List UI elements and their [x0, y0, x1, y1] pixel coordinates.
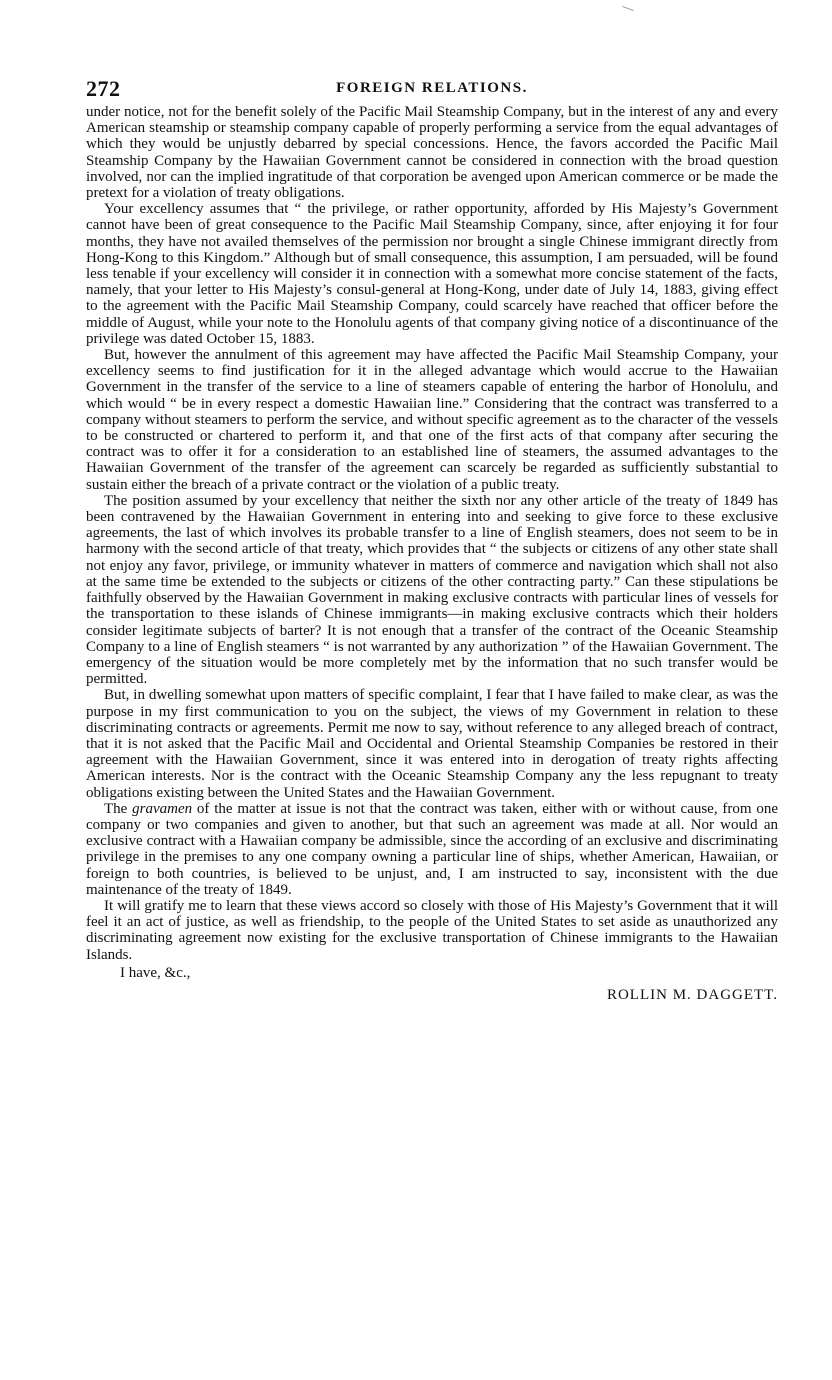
- running-head: [86, 70, 778, 104]
- gravamen-rest: of the matter at issue is not that the contract was taken, either with or without cause, from one company or two companies and given to another, but that such an agreement was made at all. Nor would an exclusive contract with a Hawaiian company be admissible, since the according of an exclusive and discriminating privilege in the premises to any one company owning a particular line of ships, whether American, Hawaiian, or foreign to both countries, is believed to be unjust, and, I am instructed to say, inconsistent with the due maintenance of the treaty of 1849.: [86, 800, 778, 898]
- letter-closing: I have, &c.,: [120, 964, 191, 981]
- page-number: 272: [86, 76, 121, 101]
- paragraph-privilege: Your excellency assumes that “ the privilege, or rather opportunity, afforded by His Majesty’s Government cannot have been of great consequence to the Pacific Mail Steamship Company, since, after enjoying it for four months, they have not availed themselves of the permission nor brought a single Chinese immigrant directly from Hong-Kong to this Kingdom.” Although but of small consequence, this assumption, I am persuaded, will be found less tenable if your excellency will consider it in connection with a somewhat more concise statement of the facts, namely, that your letter to His Majesty’s consul-general at Hong-Kong, under date of July 14, 1883, giving effect to the agreement with the Pacific Mail Steamship Company, could scarcely have reached that officer before the middle of August, while your note to the Honolulu agents of that company giving notice of a discontinuance of the privilege was dated October 15, 1883.: [86, 201, 778, 347]
- signature: ROLLIN M. DAGGETT.: [606, 986, 778, 1003]
- scan-mark: [622, 6, 634, 11]
- document-page: [86, 70, 778, 1370]
- running-title: FOREIGN RELATIONS.: [336, 80, 528, 96]
- paragraph-continuation: under notice, not for the benefit solely of the Pacific Mail Steamship Company, but in the interest of any and every American steamship or steamship company capable of properly performing a service from the equal advantages of which they would be unjustly debarred by special concessions. Hence, the favors accorded the Pacific Mail Steamship Company by the Hawaiian Government cannot be considered in connection with the broad question involved, nor can the implied ingratitude of that corporation be avenged upon American commerce or be made the pretext for a violation of treaty obligations.: [86, 104, 778, 202]
- gravamen-lead: The: [104, 800, 133, 817]
- gravamen-term: gravamen: [132, 800, 193, 817]
- paragraph-treaty-1849: The position assumed by your excellency that neither the sixth nor any other article of the treaty of 1849 has been contravened by the Hawaiian Government in entering into and seeking to give force to these exclusive agreements, the last of which involves its probable transfer to a line of English steamers, does not seem to be in harmony with the second article of that treaty, which provides that “ the subjects or citizens of any other state shall not enjoy any favor, privilege, or immunity whatever in matters of commerce and navigation which shall not also at the same time be extended to the subjects or citizens of the other contracting party.” Can these stipulations be faithfully observed by the Hawaiian Government in making exclusive contracts with particular lines of vessels for the transportation to these islands of Chinese immigrants—in making exclusive contracts which their holders consider legitimate subjects of barter? It is not enough that a transfer of the contract of the Oceanic Steamship Company to a line of English steamers “ is not warranted by any authorization ” of the Hawaiian Government. The emergency of the situation would be more completely met by the information that no such transfer would be permitted.: [86, 492, 778, 688]
- paragraph-gravamen: [86, 801, 778, 898]
- paragraph-annulment: But, however the annulment of this agreement may have affected the Pacific Mail Steamship Company, your excellency seems to find justification for it in the alleged advantage which would accrue to the Hawaiian Government in the transfer of the service to a line of steamers capable of entering the harbor of Honolulu, and which would “ be in every respect a domestic Hawaiian line.” Considering that the contract was transferred to a company without steamers to perform the service, and without specific agreement as to the character of the vessels to be constructed or chartered to perform it, and that one of the first acts of that company after securing the contract was to offer it for a consideration to an established line of steamers, the assumed advantages to the Hawaiian Government of the transfer of the agreement can scarcely be regarded as sufficiently substantial to sustain either the breach of a private contract or the violation of a public treaty.: [86, 347, 778, 493]
- letter-body: [86, 104, 778, 963]
- paragraph-specific-complaint: But, in dwelling somewhat upon matters of specific complaint, I fear that I have failed to make clear, as was the purpose in my first communication to you on the subject, the views of my Government in relation to these discriminating contracts or agreements. Permit me now to say, without reference to any alleged breach of contract, that it is not asked that the Pacific Mail and Occidental and Oriental Steamship Companies be restored in their agreement with the Hawaiian Government, since it was entered into in derogation of treaty rights affecting American interests. Nor is the contract with the Oceanic Steamship Company any the less repugnant to treaty obligations existing between the United States and the Hawaiian Government.: [86, 687, 778, 801]
- paragraph-conclusion: It will gratify me to learn that these views accord so closely with those of His Majesty’s Government that it will feel it an act of justice, as well as friendship, to the people of the United States to set aside as unauthorized any discriminating agreement now existing for the exclusive transportation of Chinese immigrants to the Hawaiian Islands.: [86, 897, 778, 963]
